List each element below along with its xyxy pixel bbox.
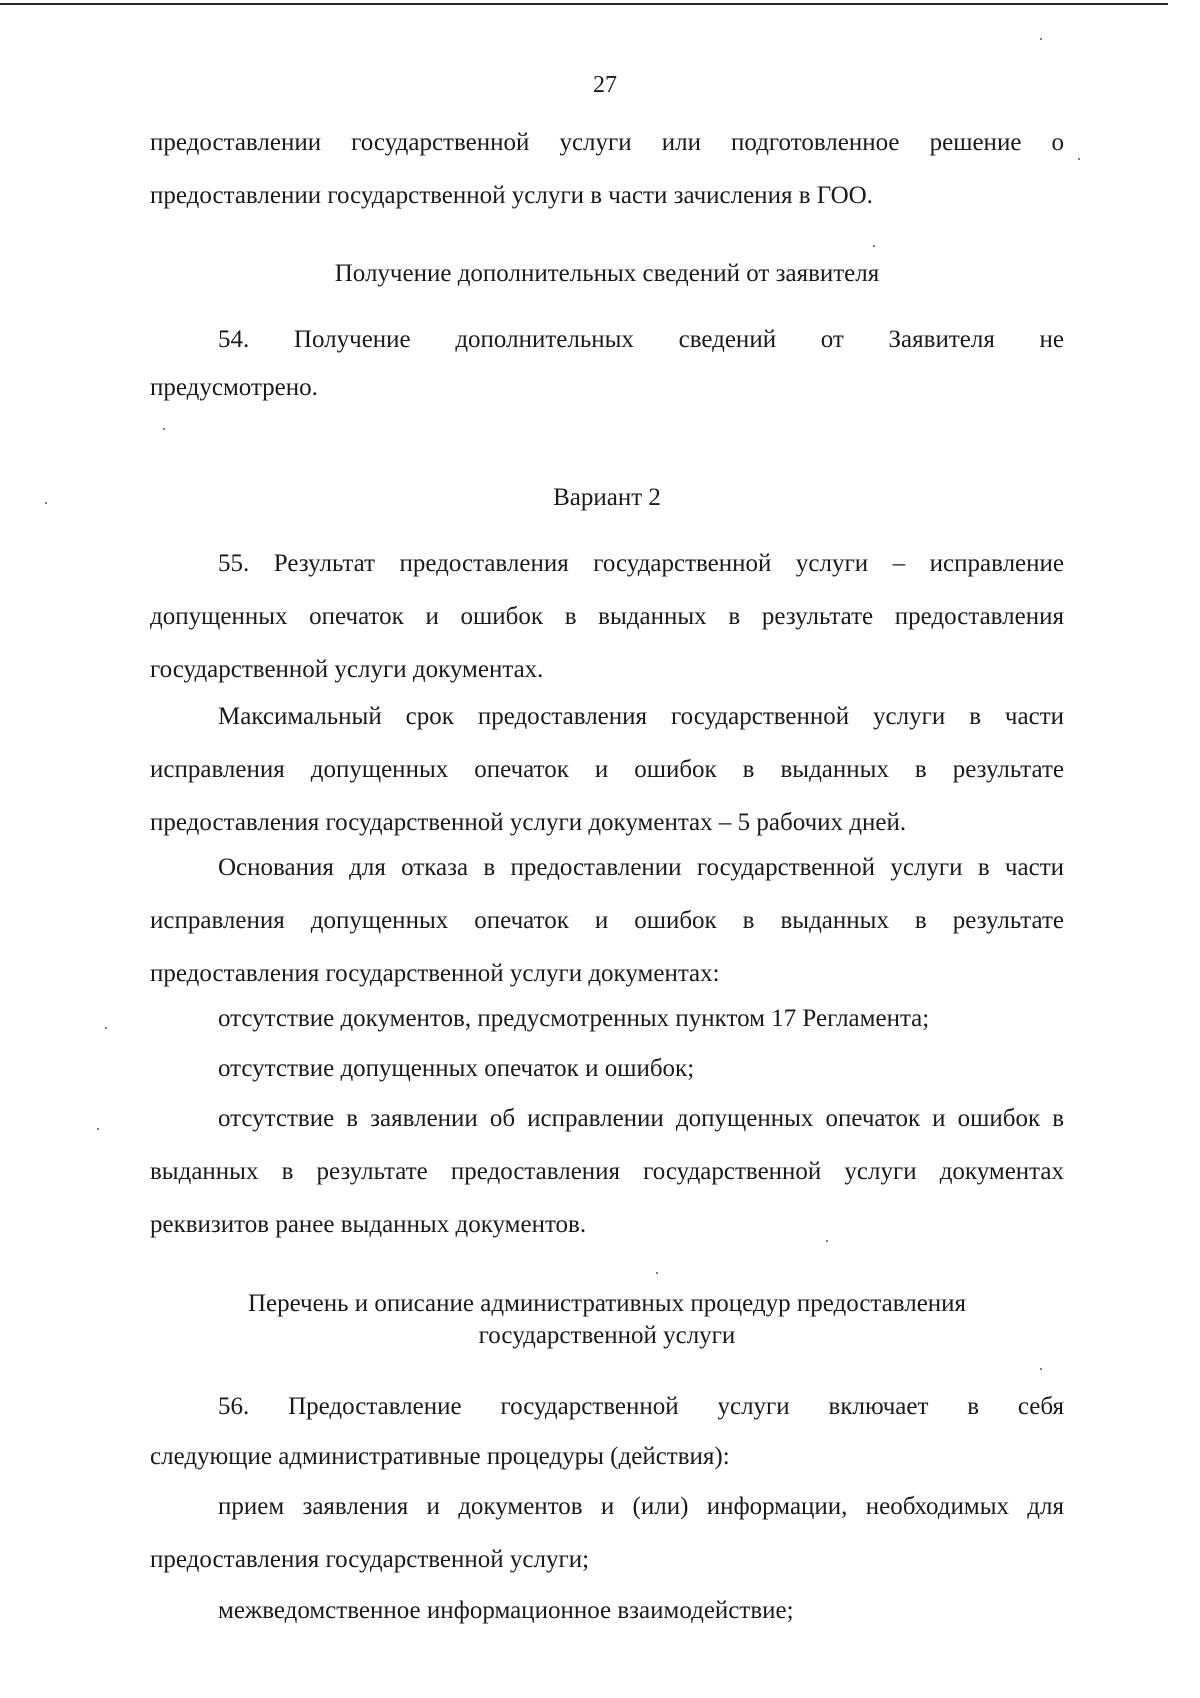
- scan-speck: [873, 245, 875, 247]
- scan-speck: [656, 1272, 658, 1274]
- heading-variant-2: Вариант 2: [553, 484, 661, 511]
- procedure-item-2: межведомственное информационное взаимодействие;: [218, 1597, 794, 1624]
- refusal-ground-2: отсутствие допущенных опечаток и ошибок;: [218, 1055, 695, 1082]
- scan-speck: [105, 1027, 107, 1029]
- paragraph-56-line-2: следующие административные процедуры (действия):: [150, 1443, 730, 1470]
- scan-speck: [97, 1128, 99, 1130]
- scan-speck: [1040, 38, 1042, 40]
- continuation-line-1: предоставлении государственной услуги или подготовленное решение о: [150, 129, 1064, 156]
- paragraph-54-line-2: предусмотрено.: [150, 374, 318, 401]
- refusal-ground-3: отсутствие в заявлении об исправлении допущенных опечаток и ошибок в выданных в результате предоставления государственной услуги документах реквизитов ранее выданных документов.: [150, 1105, 1064, 1238]
- scan-speck: [826, 1240, 828, 1242]
- paragraph-55: 55. Результат предоставления государственной услуги – исправление допущенных опечаток и ошибок в выданных в результате предоставления государственной услуги документах.: [150, 550, 1064, 683]
- paragraph-56-line-1: 56. Предоставление государственной услуги включает в себя: [218, 1393, 1064, 1420]
- scan-speck: [1040, 1368, 1042, 1370]
- paragraph-refusal-grounds: Основания для отказа в предоставлении государственной услуги в части исправления допущенных опечаток и ошибок в выданных в результате предоставления государственной услуги документах:: [150, 854, 1064, 987]
- paragraph-max-term: Максимальный срок предоставления государственной услуги в части исправления допущенных опечаток и ошибок в выданных в результате предоставления государственной услуги документах – 5 рабочих дней.: [150, 703, 1064, 836]
- page-number: 27: [593, 72, 617, 98]
- paragraph-54-line-1: 54. Получение дополнительных сведений от Заявителя не: [218, 326, 1064, 353]
- procedure-item-1: прием заявления и документов и (или) информации, необходимых для предоставления государственной услуги;: [150, 1493, 1064, 1573]
- heading-additional-info: Получение дополнительных сведений от заявителя: [334, 260, 880, 287]
- scan-speck: [163, 428, 165, 430]
- scan-speck: [1078, 158, 1080, 160]
- heading-procedures-line-1: Перечень и описание административных процедур предоставления: [247, 1290, 967, 1317]
- continuation-line-2: предоставлении государственной услуги в части зачисления в ГОО.: [150, 182, 873, 209]
- scan-speck: [45, 502, 47, 504]
- heading-procedures-line-2: государственной услуги: [478, 1322, 736, 1349]
- refusal-ground-1: отсутствие документов, предусмотренных пунктом 17 Регламента;: [218, 1005, 930, 1032]
- top-rule: [0, 3, 1168, 5]
